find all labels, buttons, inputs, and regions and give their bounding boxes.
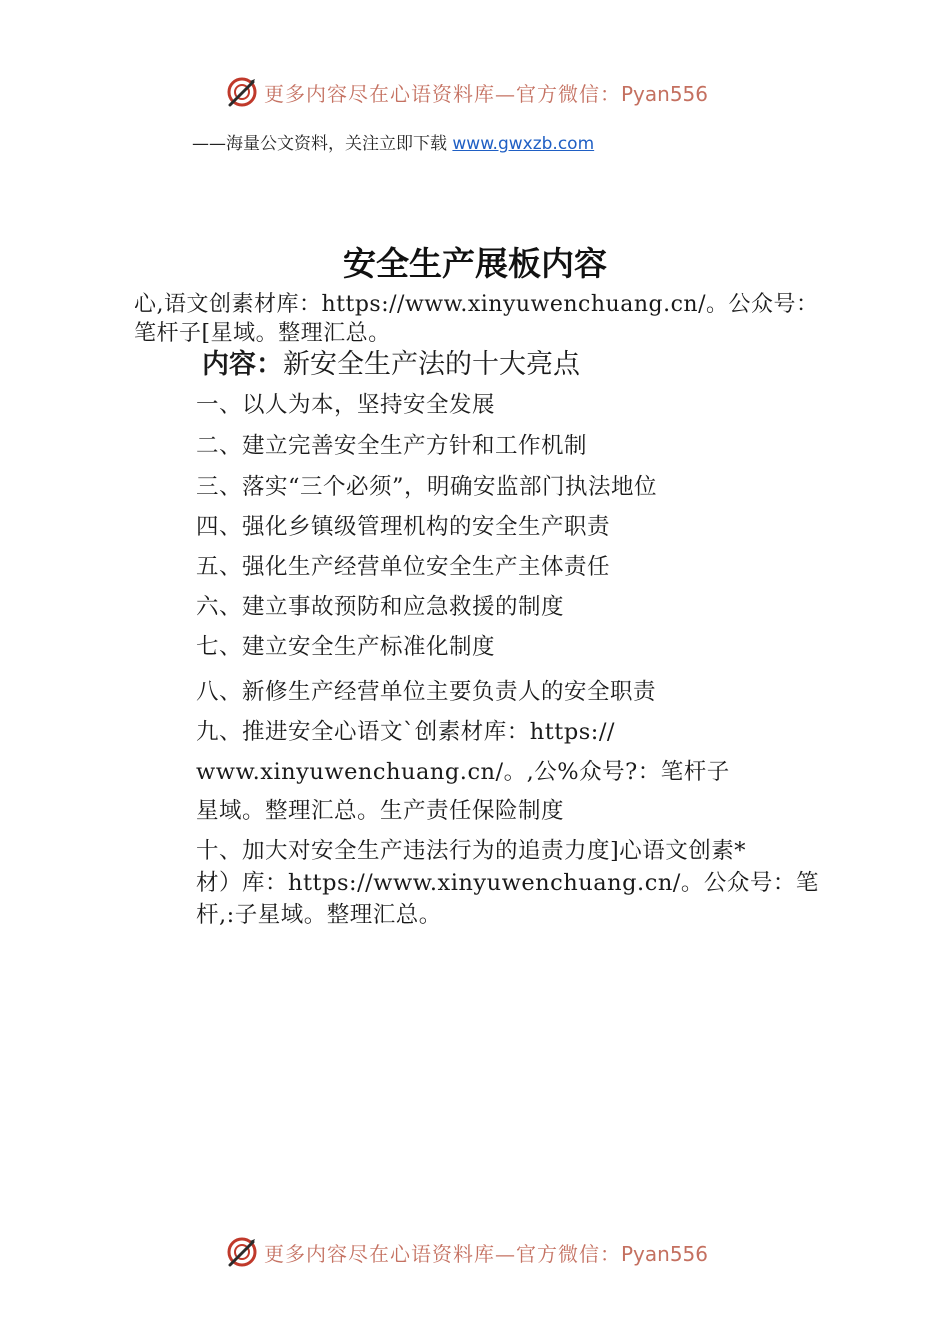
list-item: 五、强化生产经营单位安全生产主体责任: [196, 554, 611, 580]
header-banner: [226, 76, 708, 108]
intro-line-2: 笔杆子[星域。整理汇总。: [134, 321, 391, 346]
heading-label: 内容：: [202, 349, 283, 380]
footer-wechat-id: Pyan556: [621, 1241, 709, 1266]
page-title: 安全生产展板内容: [343, 244, 607, 283]
subline-text: ——海量公文资料，关注立即下载: [192, 134, 453, 154]
list-item: 七、建立安全生产标准化制度: [196, 634, 496, 660]
list-item: 四、强化乡镇级管理机构的安全生产职责: [196, 514, 611, 540]
pen-circle-logo-icon: [226, 1236, 258, 1268]
footer-banner: [226, 1236, 708, 1268]
wechat-id: Pyan556: [621, 81, 709, 106]
download-link[interactable]: www.gwxzb.com: [452, 134, 595, 154]
heading-text: 新安全生产法的十大亮点: [283, 349, 580, 380]
list-item: 六、建立事故预防和应急救援的制度: [196, 594, 565, 620]
list-item: www.xinyuwenchuang.cn/。,公%众号?：笔杆子: [196, 759, 730, 785]
download-subline: [192, 129, 594, 154]
list-item: 材）库：https://www.xinyuwenchuang.cn/。公众号：笔: [196, 870, 819, 896]
list-item: 十、加大对安全生产违法行为的追责力度]心语文创素*: [196, 838, 747, 864]
content-heading: [202, 342, 580, 381]
footer-banner-text: 更多内容尽在心语资料库—官方微信：Pyan556: [264, 1241, 709, 1266]
pen-circle-logo-icon: [226, 76, 258, 108]
list-item: 二、建立完善安全生产方针和工作机制: [196, 433, 588, 459]
list-item: 杆,:子星域。整理汇总。: [196, 902, 442, 928]
list-item: 星域。整理汇总。生产责任保险制度: [196, 798, 565, 824]
list-item: 八、新修生产经营单位主要负责人的安全职责: [196, 679, 657, 705]
list-item: 三、落实“三个必须”，明确安监部门执法地位: [196, 474, 658, 500]
list-item: 一、以人为本，坚持安全发展: [196, 392, 496, 418]
banner-text: 更多内容尽在心语资料库—官方微信：Pyan556: [264, 81, 709, 106]
intro-line-1: 心,语文创素材库：https://www.xinyuwenchuang.cn/。公众号：: [134, 292, 819, 317]
list-item: 九、推进安全心语文`创素材库：https://: [196, 719, 616, 745]
